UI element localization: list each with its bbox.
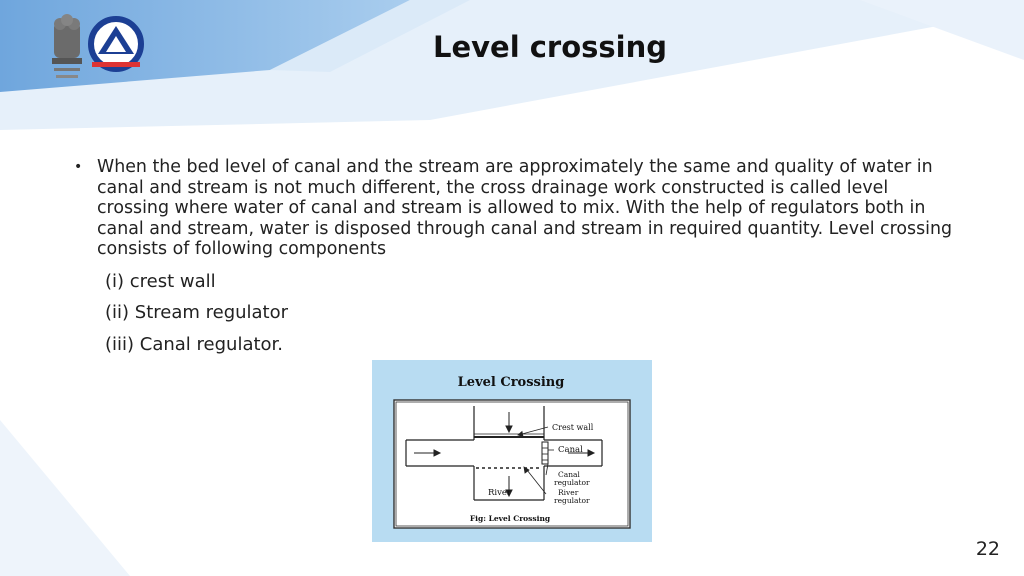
figure-heading: Level Crossing (457, 375, 565, 390)
bis-logo-icon (91, 19, 141, 69)
label-canal-regulator: regulator (554, 478, 590, 487)
bullet-text: When the bed level of canal and the stream are approximately the same and quality of water in canal and stream is not much different, the cross drainage work constructed is called level crossing where water of canal and stream is allowed to mix. With the help of regulators both in canal and stream, water is disposed through canal and stream in required quantity. Level crossing consists of following components (97, 157, 953, 260)
label-river-regulator: River (558, 488, 579, 497)
slide-content (74, 157, 964, 360)
label-river-regulator: regulator (554, 496, 590, 505)
figure-frame (394, 400, 630, 528)
figure-caption: Fig: Level Crossing (469, 514, 551, 523)
bullet-marker: • (74, 159, 83, 175)
corner-shape-bottom-left (0, 420, 130, 576)
bullet-item (74, 157, 964, 260)
label-crest-wall: Crest wall (552, 423, 594, 432)
component-item: (i) crest wall (105, 270, 216, 292)
component-list (105, 266, 964, 361)
header-logos (48, 12, 158, 84)
component-item: (ii) Stream regulator (105, 302, 289, 324)
label-river: River (488, 488, 512, 498)
label-canal-regulator: Canal (558, 470, 580, 479)
level-crossing-figure (372, 360, 652, 542)
slide-title: Level crossing (432, 30, 668, 64)
emblem-icon (52, 14, 82, 78)
label-canal: Canal (558, 445, 583, 455)
page-number: 22 (975, 538, 1000, 560)
component-item: (iii) Canal regulator. (105, 333, 284, 355)
